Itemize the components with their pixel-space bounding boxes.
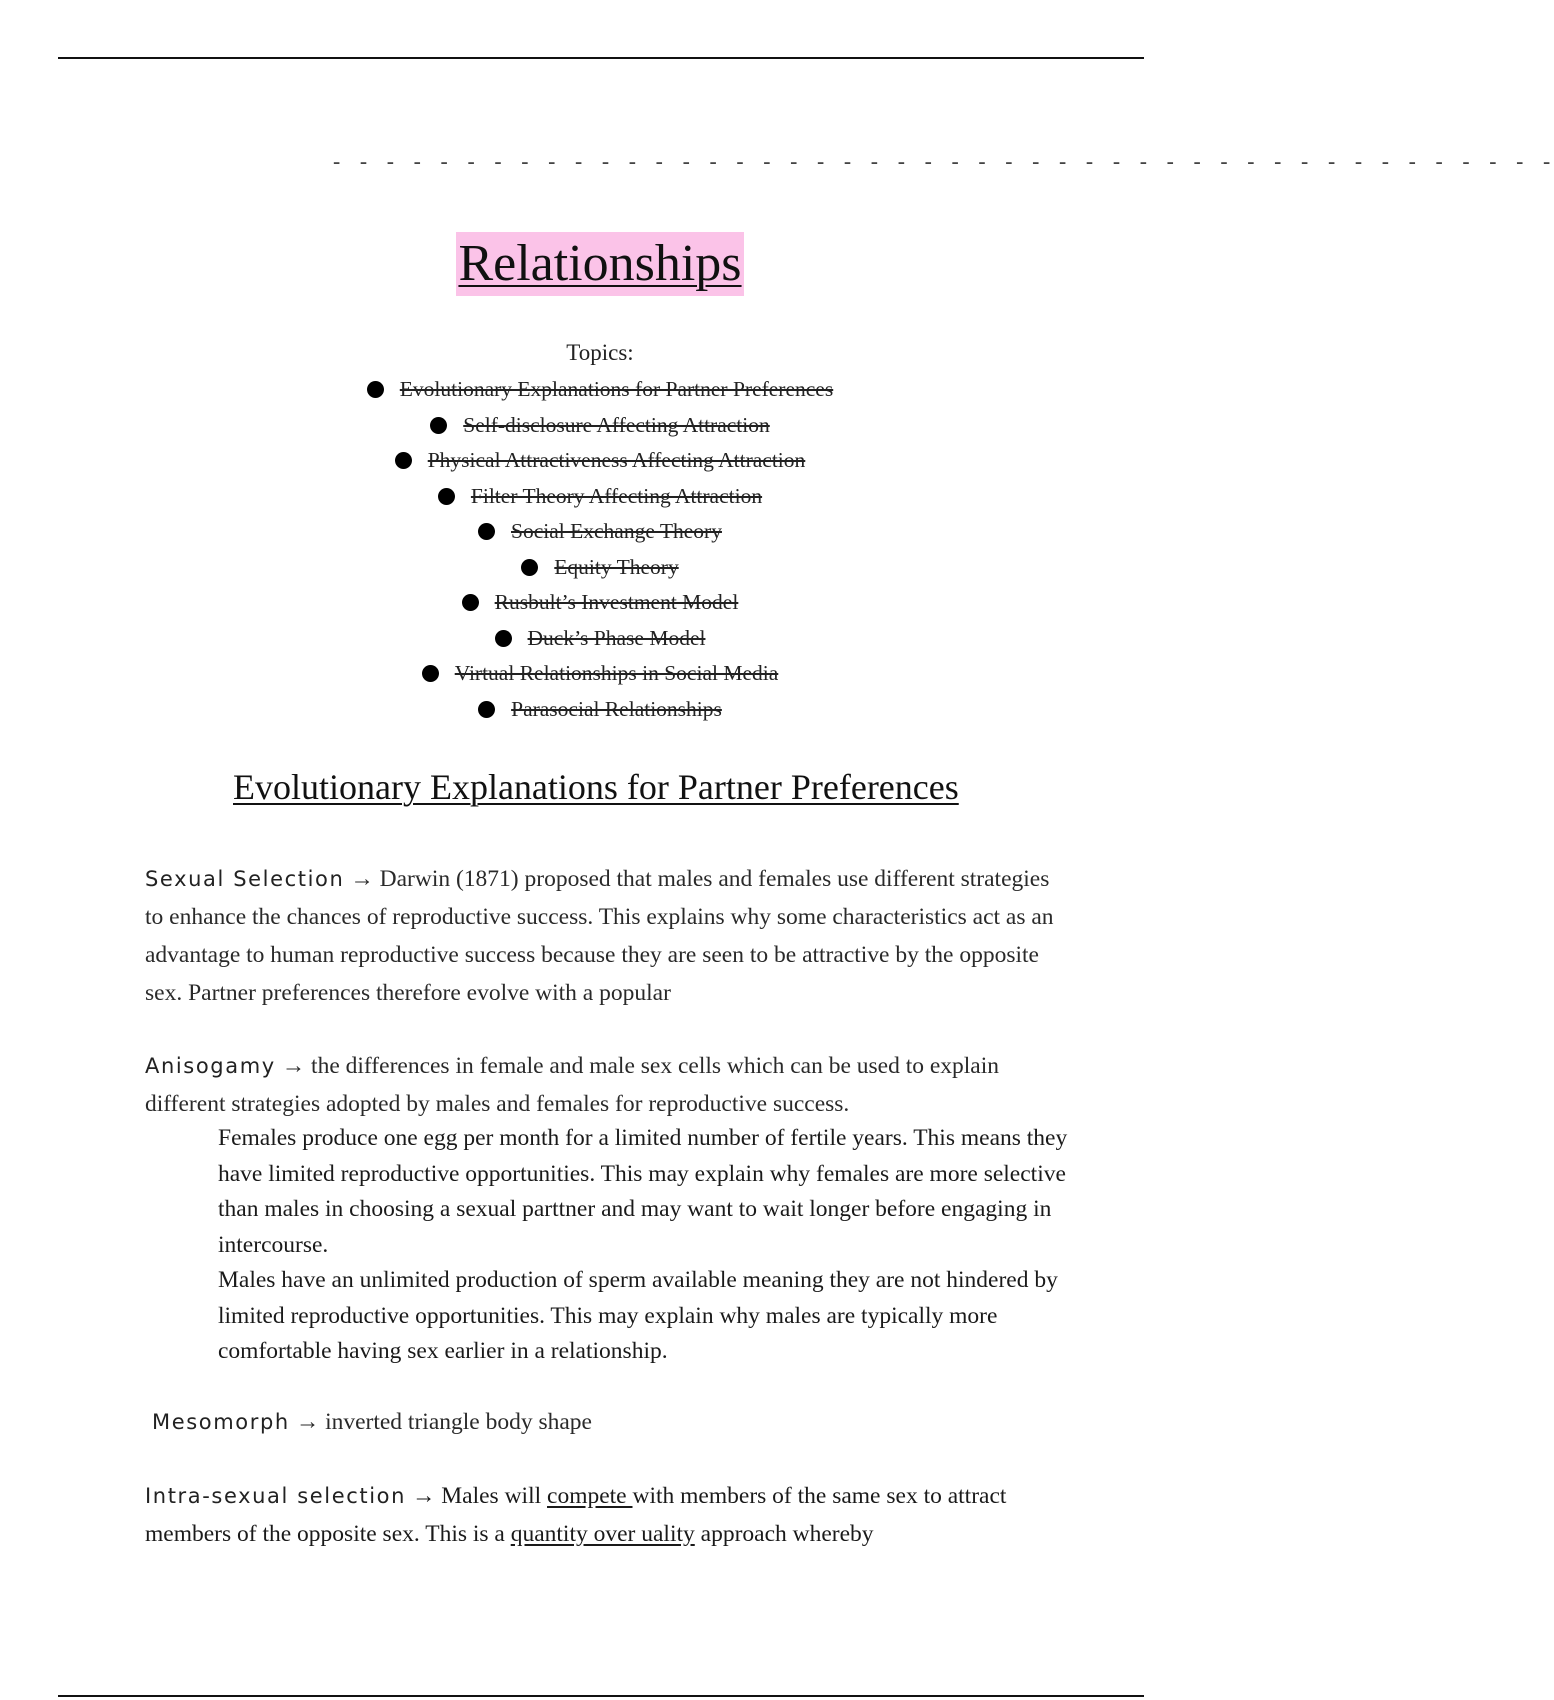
topic-text: Filter Theory Affecting Attraction (470, 483, 763, 508)
paragraph-text: with members of the same sex to attract members of the opposite sex. This is a (145, 1483, 1007, 1547)
topic-text: Virtual Relationships in Social Media (454, 661, 779, 685)
term-label: Mesomorph (152, 1410, 290, 1434)
paragraph-text: Darwin (1871) proposed that males and females use different strategies to enhance the chances of reproductive success. This explains why some characteristics act as an advantage to human reproductive success because they are seen to be attractive by the opposite sex. Partner preferences therefore evolve with a popular (145, 866, 1054, 1006)
sexual-selection-paragraph (145, 860, 1065, 1012)
bullet-icon (395, 452, 412, 469)
topic-item (0, 692, 1200, 728)
bullet-icon (521, 559, 538, 576)
bullet-icon (422, 665, 439, 682)
topic-text: Physical Attractiveness Affecting Attraction (427, 448, 806, 472)
paragraph-text: approach whereby (694, 1521, 874, 1547)
topic-text: Evolutionary Explanations for Partner Preferences (399, 377, 834, 401)
topic-item (0, 656, 1200, 692)
bullet-icon (367, 381, 384, 398)
term-label: Sexual Selection (145, 867, 345, 891)
term-label: Anisogamy (145, 1054, 276, 1078)
topic-item (0, 372, 1200, 408)
topic-text: Duck’s Phase Model (527, 625, 706, 650)
anisogamy-paragraph (145, 1047, 1065, 1123)
bullet-icon (438, 488, 455, 505)
topic-item (0, 550, 1200, 586)
topic-text: Rusbult’s Investment Model (494, 590, 739, 614)
topic-item (0, 443, 1200, 479)
topic-text: Parasocial Relationships (511, 696, 722, 721)
topic-text: Self-disclosure Affecting Attraction (463, 412, 770, 437)
underlined-text: compete (547, 1483, 633, 1509)
paragraph-text: Males will (441, 1483, 548, 1509)
topic-item (0, 514, 1200, 550)
topic-item (0, 621, 1200, 657)
arrow: → (344, 866, 380, 892)
dashed-divider: - - - - - - - - - - - - - - - - - - - - - - - - - - - - - - - - - - - - - - - - - - - - - - (330, 150, 1554, 175)
bottom-rule (58, 1695, 1144, 1697)
bullet-icon (478, 523, 495, 540)
page-title: Relationships (456, 232, 743, 296)
arrow: → (275, 1053, 312, 1079)
males-paragraph: Males have an unlimited production of sperm available meaning they are not hindered by limited reproductive opportunities. This may explain why males are typically more comfortable having sex earlier in a relationship. (218, 1267, 1058, 1364)
paragraph-text: inverted triangle body shape (325, 1409, 592, 1435)
topic-item (0, 585, 1200, 621)
bullet-icon (478, 701, 495, 718)
arrow: → (406, 1483, 442, 1509)
title-container (0, 232, 1200, 296)
arrow: → (289, 1409, 326, 1435)
top-rule (58, 57, 1144, 59)
topic-text: Social Exchange Theory (511, 519, 722, 543)
section-heading: Evolutionary Explanations for Partner Preferences (233, 767, 959, 807)
intra-sexual-paragraph (145, 1477, 1065, 1553)
topic-item (0, 479, 1200, 515)
topics-list (0, 372, 1200, 727)
bullet-icon (430, 417, 447, 434)
underlined-text: quantity over uality (510, 1521, 695, 1547)
topic-text: Equity Theory (554, 554, 679, 579)
paragraph-text: the differences in female and male sex cells which can be used to explain different strategies adopted by males and females for reproductive success. (145, 1053, 1000, 1117)
bullet-icon (462, 594, 479, 611)
mesomorph-paragraph (152, 1403, 1072, 1441)
topics-label: Topics: (566, 340, 634, 365)
females-paragraph: Females produce one egg per month for a limited number of fertile years. This means they have limited reproductive opportunities. This may explain why females are more selective than males in choosing a sexual parttner and may want to wait longer before engaging in intercourse. (218, 1125, 1068, 1258)
term-label: Intra-sexual selection (145, 1484, 407, 1508)
topic-item (0, 408, 1200, 444)
bullet-icon (495, 630, 512, 647)
